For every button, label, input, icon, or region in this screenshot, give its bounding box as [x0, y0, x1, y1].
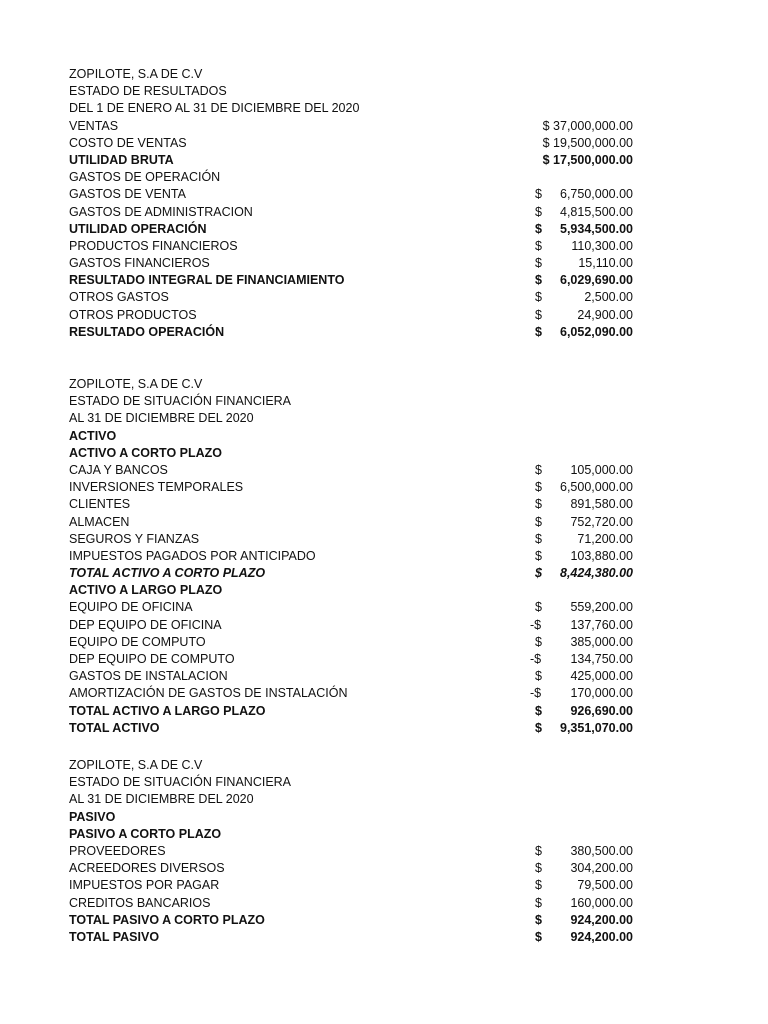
- line-item-row: [69, 135, 633, 152]
- line-item-amount: [535, 462, 633, 479]
- currency-symbol: -$: [530, 686, 542, 701]
- line-item-label: PASIVO: [69, 809, 116, 824]
- line-item-label: TOTAL ACTIVO: [69, 720, 160, 735]
- amount-value: 170,000.00: [570, 686, 633, 701]
- line-item-amount: [535, 238, 633, 255]
- line-item-amount: [535, 531, 633, 548]
- line-item-label: GASTOS DE OPERACIÓN: [69, 170, 221, 185]
- currency-symbol: $: [535, 634, 542, 649]
- line-item-row: [69, 634, 633, 651]
- currency-symbol: $: [535, 187, 542, 202]
- line-item-row: [69, 445, 633, 462]
- company-name-text: ZOPILOTE, S.A DE C.V: [69, 67, 203, 81]
- line-item-label: TOTAL PASIVO A CORTO PLAZO: [69, 912, 265, 927]
- line-item-amount: [535, 843, 633, 860]
- amount-value: 79,500.00: [577, 878, 633, 893]
- line-item-amount: [530, 651, 633, 668]
- line-item-label: TOTAL ACTIVO A CORTO PLAZO: [69, 566, 266, 581]
- line-item-row: [69, 514, 633, 531]
- currency-symbol: $: [535, 462, 542, 477]
- amount-value: 4,815,500.00: [560, 204, 633, 219]
- line-item-row: [69, 877, 633, 894]
- currency-symbol: $: [535, 204, 542, 219]
- amount-value: 380,500.00: [570, 843, 633, 858]
- line-item-row: [69, 324, 633, 341]
- line-item-label: VENTAS: [69, 118, 119, 133]
- statement-title: [69, 83, 633, 100]
- line-item-amount: [535, 720, 633, 737]
- line-item-label: RESULTADO OPERACIÓN: [69, 324, 225, 339]
- line-item-label: COSTO DE VENTAS: [69, 135, 187, 150]
- company-name: [69, 66, 633, 83]
- amount-value: 5,934,500.00: [560, 221, 633, 236]
- line-item-row: [69, 221, 633, 238]
- line-item-amount: [535, 479, 633, 496]
- line-item-amount: [535, 204, 633, 221]
- line-item-label: IMPUESTOS POR PAGAR: [69, 878, 220, 893]
- line-item-row: [69, 895, 633, 912]
- line-item-label: DEP EQUIPO DE OFICINA: [69, 617, 222, 632]
- amount-value: 6,500,000.00: [560, 480, 633, 495]
- line-item-row: [69, 651, 633, 668]
- line-item-amount: [535, 912, 633, 929]
- statement-period: [69, 100, 633, 117]
- company-name-text: ZOPILOTE, S.A DE C.V: [69, 377, 203, 391]
- line-item-amount: [535, 668, 633, 685]
- line-item-label: TOTAL PASIVO: [69, 929, 160, 944]
- amount-value: 105,000.00: [570, 462, 633, 477]
- currency-symbol: $: [535, 307, 542, 322]
- line-item-label: GASTOS DE INSTALACION: [69, 669, 228, 684]
- amount-value: 137,760.00: [570, 617, 633, 632]
- line-item-label: GASTOS DE VENTA: [69, 187, 186, 202]
- line-item-row: [69, 118, 633, 135]
- line-item-row: [69, 685, 633, 702]
- line-item-label: ACREEDORES DIVERSOS: [69, 861, 225, 876]
- amount-value: $ 37,000,000.00: [542, 118, 633, 133]
- line-item-label: CREDITOS BANCARIOS: [69, 895, 211, 910]
- line-item-row: [69, 186, 633, 203]
- line-item-label: TOTAL ACTIVO A LARGO PLAZO: [69, 703, 266, 718]
- line-item-amount: [535, 272, 633, 289]
- line-item-amount: [535, 548, 633, 565]
- currency-symbol: $: [535, 929, 542, 944]
- statement-title-text: ESTADO DE SITUACIÓN FINANCIERA: [69, 394, 292, 409]
- line-item-label: ACTIVO A CORTO PLAZO: [69, 445, 223, 460]
- currency-symbol: -$: [530, 617, 542, 632]
- amount-value: 24,900.00: [577, 307, 633, 322]
- line-item-amount: [535, 599, 633, 616]
- line-item-label: EQUIPO DE OFICINA: [69, 600, 193, 615]
- line-item-amount: [530, 617, 633, 634]
- line-item-label: OTROS PRODUCTOS: [69, 307, 197, 322]
- line-item-row: [69, 307, 633, 324]
- line-item-row: [69, 289, 633, 306]
- line-item-row: [69, 929, 633, 946]
- line-item-amount: [535, 307, 633, 324]
- currency-symbol: $: [535, 497, 542, 512]
- line-item-row: [69, 617, 633, 634]
- line-item-label: INVERSIONES TEMPORALES: [69, 480, 244, 495]
- line-item-row: [69, 826, 633, 843]
- line-item-label: GASTOS DE ADMINISTRACION: [69, 204, 253, 219]
- line-item-label: GASTOS FINANCIEROS: [69, 256, 210, 271]
- statement-period-text: AL 31 DE DICIEMBRE DEL 2020: [69, 792, 254, 807]
- line-item-label: PROVEEDORES: [69, 843, 166, 858]
- amount-value: $ 19,500,000.00: [542, 135, 633, 150]
- statement-rows: [69, 118, 633, 341]
- currency-symbol: $: [535, 514, 542, 529]
- line-item-amount: [535, 324, 633, 341]
- currency-symbol: $: [535, 861, 542, 876]
- amount-value: 425,000.00: [570, 669, 633, 684]
- statement-period-text: AL 31 DE DICIEMBRE DEL 2020: [69, 411, 254, 426]
- line-item-row: [69, 152, 633, 169]
- amount-value: 924,200.00: [570, 912, 633, 927]
- line-item-amount: [535, 514, 633, 531]
- line-item-label: ALMACEN: [69, 514, 130, 529]
- line-item-label: UTILIDAD BRUTA: [69, 152, 174, 167]
- amount-value: 752,720.00: [570, 514, 633, 529]
- currency-symbol: $: [535, 548, 542, 563]
- currency-symbol: $: [535, 256, 542, 271]
- currency-symbol: $: [535, 703, 542, 718]
- amount-value: 103,880.00: [570, 548, 633, 563]
- statement-rows: [69, 809, 633, 947]
- amount-value: 559,200.00: [570, 600, 633, 615]
- amount-value: 9,351,070.00: [560, 720, 633, 735]
- currency-symbol: $: [535, 324, 542, 339]
- currency-symbol: $: [535, 273, 542, 288]
- amount-value: $ 17,500,000.00: [542, 152, 633, 167]
- line-item-row: [69, 238, 633, 255]
- statement-title: [69, 393, 633, 410]
- line-item-row: [69, 255, 633, 272]
- currency-symbol: $: [535, 878, 542, 893]
- line-item-amount: [535, 289, 633, 306]
- line-item-row: [69, 169, 633, 186]
- line-item-row: [69, 496, 633, 513]
- currency-symbol: $: [535, 895, 542, 910]
- amount-value: 385,000.00: [570, 634, 633, 649]
- line-item-row: [69, 479, 633, 496]
- line-item-row: [69, 599, 633, 616]
- estado-situacion-pasivo: [69, 757, 633, 946]
- line-item-amount: [535, 634, 633, 651]
- amount-value: 71,200.00: [577, 531, 633, 546]
- currency-symbol: $: [535, 566, 542, 581]
- company-name-text: ZOPILOTE, S.A DE C.V: [69, 758, 203, 772]
- line-item-amount: [535, 877, 633, 894]
- amount-value: 926,690.00: [570, 703, 633, 718]
- currency-symbol: $: [535, 600, 542, 615]
- amount-value: 891,580.00: [570, 497, 633, 512]
- line-item-amount: [535, 565, 633, 582]
- line-item-label: RESULTADO INTEGRAL DE FINANCIAMIENTO: [69, 273, 345, 288]
- amount-value: 6,029,690.00: [560, 273, 633, 288]
- currency-symbol: $: [535, 480, 542, 495]
- line-item-label: OTROS GASTOS: [69, 290, 169, 305]
- line-item-row: [69, 703, 633, 720]
- line-item-row: [69, 668, 633, 685]
- currency-symbol: $: [535, 531, 542, 546]
- line-item-amount: [530, 685, 633, 702]
- line-item-label: IMPUESTOS PAGADOS POR ANTICIPADO: [69, 548, 316, 563]
- line-item-amount: [535, 929, 633, 946]
- line-item-amount: [535, 703, 633, 720]
- company-name: [69, 376, 633, 393]
- currency-symbol: $: [535, 843, 542, 858]
- line-item-label: CLIENTES: [69, 497, 131, 512]
- line-item-row: [69, 843, 633, 860]
- statement-title-text: ESTADO DE RESULTADOS: [69, 84, 227, 99]
- line-item-row: [69, 912, 633, 929]
- amount-value: 924,200.00: [570, 929, 633, 944]
- amount-value: 6,052,090.00: [560, 324, 633, 339]
- currency-symbol: $: [535, 720, 542, 735]
- line-item-row: [69, 582, 633, 599]
- line-item-amount: [535, 860, 633, 877]
- statement-title-text: ESTADO DE SITUACIÓN FINANCIERA: [69, 775, 292, 790]
- line-item-label: ACTIVO A LARGO PLAZO: [69, 583, 223, 598]
- currency-symbol: $: [535, 221, 542, 236]
- statement-period-text: DEL 1 DE ENERO AL 31 DE DICIEMBRE DEL 2020: [69, 101, 360, 116]
- line-item-row: [69, 428, 633, 445]
- line-item-label: PASIVO A CORTO PLAZO: [69, 826, 222, 841]
- amount-value: 160,000.00: [570, 895, 633, 910]
- currency-symbol: $: [535, 290, 542, 305]
- line-item-amount: [535, 186, 633, 203]
- line-item-amount: [535, 255, 633, 272]
- line-item-amount: [535, 496, 633, 513]
- company-name: [69, 757, 633, 774]
- line-item-row: [69, 565, 633, 582]
- currency-symbol: $: [535, 669, 542, 684]
- amount-value: 15,110.00: [578, 256, 633, 271]
- estado-situacion-activo: [69, 376, 633, 737]
- line-item-label: SEGUROS Y FIANZAS: [69, 531, 200, 546]
- amount-value: 134,750.00: [570, 652, 633, 666]
- amount-value: 304,200.00: [570, 861, 633, 876]
- line-item-row: [69, 548, 633, 565]
- line-item-row: [69, 720, 633, 737]
- line-item-row: [69, 531, 633, 548]
- currency-symbol: -$: [530, 652, 542, 666]
- amount-value: 8,424,380.00: [560, 566, 633, 581]
- line-item-label: UTILIDAD OPERACIÓN: [69, 221, 207, 236]
- line-item-amount: [535, 221, 633, 238]
- amount-value: 6,750,000.00: [560, 187, 633, 202]
- line-item-row: [69, 204, 633, 221]
- line-item-row: [69, 272, 633, 289]
- line-item-label: ACTIVO: [69, 428, 117, 443]
- amount-value: 110,300.00: [571, 238, 633, 253]
- amount-value: 2,500.00: [584, 290, 633, 305]
- statement-period: [69, 410, 633, 427]
- statement-title: [69, 774, 633, 791]
- line-item-row: [69, 462, 633, 479]
- line-item-amount: [535, 895, 633, 912]
- statement-rows: [69, 428, 633, 737]
- line-item-row: [69, 860, 633, 877]
- statement-period: [69, 791, 633, 808]
- line-item-label: AMORTIZACIÓN DE GASTOS DE INSTALACIÓN: [69, 686, 348, 701]
- currency-symbol: $: [535, 912, 542, 927]
- line-item-label: CAJA Y BANCOS: [69, 462, 168, 477]
- currency-symbol: $: [535, 238, 542, 253]
- line-item-label: EQUIPO DE COMPUTO: [69, 634, 206, 649]
- line-item-row: [69, 809, 633, 826]
- estado-de-resultados: [69, 66, 633, 341]
- line-item-label: DEP EQUIPO DE COMPUTO: [69, 652, 235, 666]
- line-item-label: PRODUCTOS FINANCIEROS: [69, 238, 238, 253]
